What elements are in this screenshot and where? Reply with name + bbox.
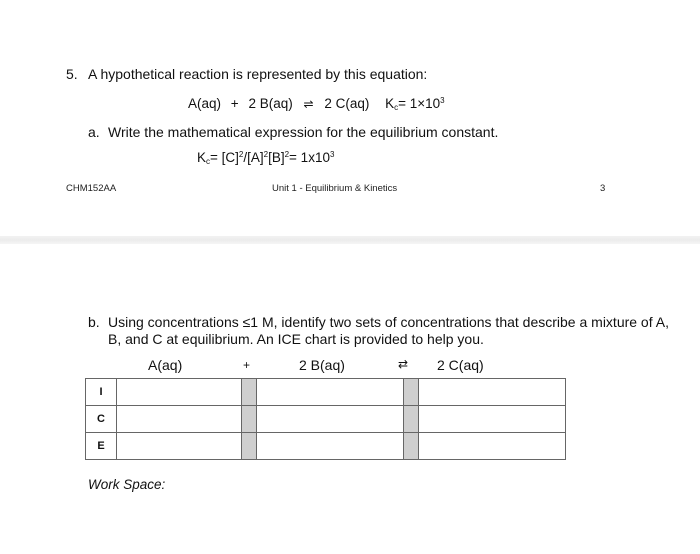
k-subscript: c (394, 103, 399, 112)
ice-header-c: 2 C(aq) (437, 357, 484, 373)
reactant-b: 2 B(aq) (248, 96, 293, 111)
kc-exp-c: 2 (238, 150, 244, 159)
k-symbol: K (385, 96, 395, 111)
ice-cell-b-equilibrium[interactable] (257, 433, 404, 460)
kc-expr-a: /[A] (243, 150, 264, 165)
footer-course: CHM152AA (66, 183, 117, 194)
kc-expr-c: = [C] (210, 150, 239, 165)
ice-row-change (86, 406, 566, 433)
ice-row-initial (86, 379, 566, 406)
k-value: = 1×10 (398, 96, 441, 111)
kc-value: = 1x10 (289, 150, 330, 165)
ice-chart (85, 378, 566, 460)
ice-cell-c-initial[interactable] (419, 379, 566, 406)
reactant-a: A(aq) (188, 96, 222, 111)
ice-header-b: 2 B(aq) (299, 357, 345, 373)
ice-row-label: I (86, 379, 117, 406)
ice-cell-b-initial[interactable] (257, 379, 404, 406)
kc-subscript: c (206, 157, 211, 166)
ice-row-label: C (86, 406, 117, 433)
ice-gap-cell (404, 433, 419, 460)
ice-cell-a-change[interactable] (117, 406, 242, 433)
ice-header-a: A(aq) (148, 357, 183, 373)
kc-expr-b: [B] (268, 150, 285, 165)
part-b-line-2: B, and C at equilibrium. An ICE chart is provided to help you. (108, 331, 484, 347)
footer-unit: Unit 1 - Equilibrium & Kinetics (272, 183, 398, 194)
ice-cell-c-change[interactable] (419, 406, 566, 433)
ice-gap-cell (242, 406, 257, 433)
ice-row-equilibrium (86, 433, 566, 460)
question-number: 5. (66, 66, 78, 82)
ice-header-arrow: ⇄ (398, 357, 409, 371)
ice-header-plus: + (243, 358, 251, 372)
work-space-label: Work Space: (88, 477, 166, 492)
kc-exp-b: 2 (284, 150, 290, 159)
ice-cell-a-equilibrium[interactable] (117, 433, 242, 460)
ice-gap-cell (242, 379, 257, 406)
page-separator (0, 236, 700, 244)
part-a-text: Write the mathematical expression for the equilibrium constant. (108, 124, 499, 140)
product-c: 2 C(aq) (324, 96, 370, 111)
part-b-line-1: Using concentrations ≤1 M, identify two sets of concentrations that describe a mixture of A, (108, 314, 669, 330)
footer-page-number: 3 (600, 183, 606, 194)
plus-sign: + (230, 96, 239, 111)
part-b-label: b. (88, 314, 100, 330)
kc-symbol: K (197, 150, 207, 165)
ice-cell-a-initial[interactable] (117, 379, 242, 406)
kc-value-exp: 3 (329, 150, 335, 159)
equilibrium-arrow: ⇌ (303, 97, 314, 111)
kc-exp-a: 2 (263, 150, 269, 159)
ice-gap-cell (404, 406, 419, 433)
ice-cell-b-change[interactable] (257, 406, 404, 433)
k-exponent: 3 (440, 96, 445, 105)
kc-expression (197, 150, 334, 165)
question-text: A hypothetical reaction is represented by this equation: (88, 66, 428, 82)
reaction-equation (188, 96, 445, 111)
ice-cell-c-equilibrium[interactable] (419, 433, 566, 460)
ice-row-label: E (86, 433, 117, 460)
ice-gap-cell (242, 433, 257, 460)
ice-gap-cell (404, 379, 419, 406)
part-a-label: a. (88, 124, 100, 140)
